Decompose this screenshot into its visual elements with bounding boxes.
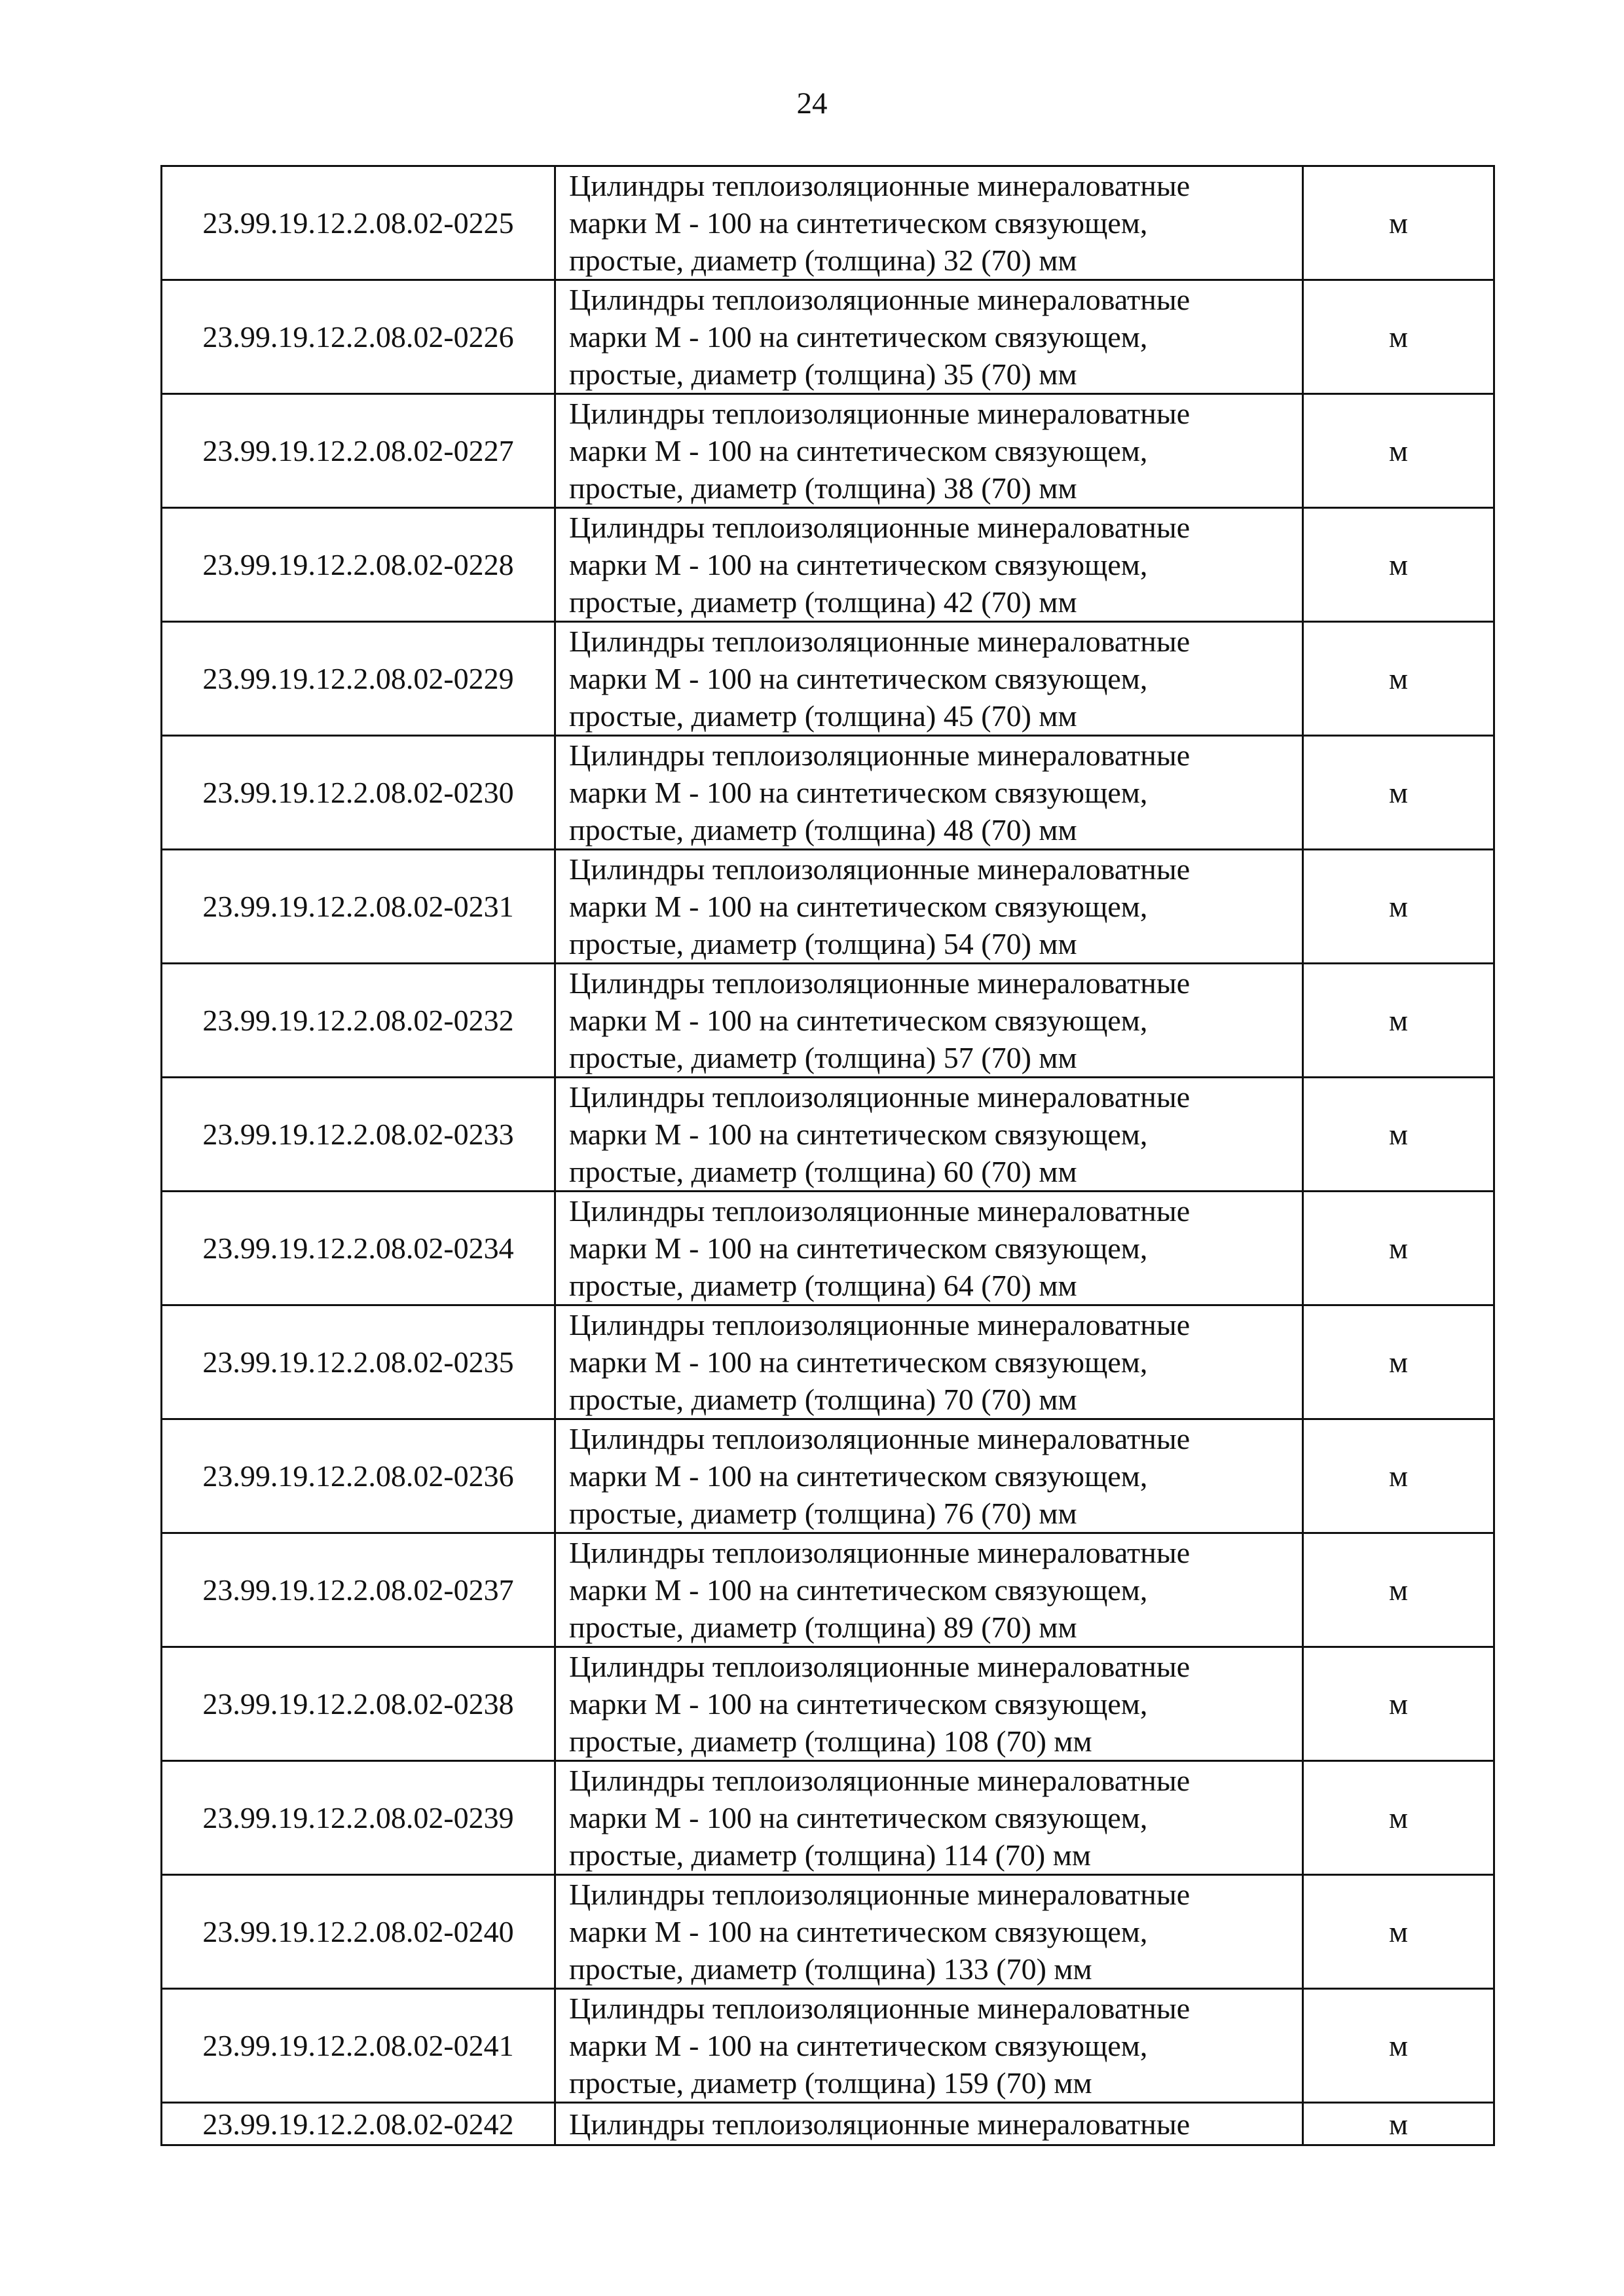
description-line: простые, диаметр (толщина) 70 (70) мм	[569, 1383, 1077, 1416]
table-row	[162, 1305, 1494, 1419]
resource-code: 23.99.19.12.2.08.02-0239	[162, 1761, 555, 1875]
resource-code: 23.99.19.12.2.08.02-0229	[162, 622, 555, 736]
resource-description	[555, 1533, 1303, 1647]
table-row	[162, 964, 1494, 1078]
resource-description	[555, 394, 1303, 508]
table-row	[162, 1078, 1494, 1192]
description-line: простые, диаметр (толщина) 54 (70) мм	[569, 927, 1077, 960]
table-row	[162, 1533, 1494, 1647]
unit-of-measure: м	[1303, 1305, 1494, 1419]
table-row	[162, 736, 1494, 850]
resource-description	[555, 1875, 1303, 1989]
description-line: простые, диаметр (толщина) 57 (70) мм	[569, 1041, 1077, 1074]
unit-of-measure: м	[1303, 736, 1494, 850]
resource-description	[555, 1989, 1303, 2103]
description-line: марки М - 100 на синтетическом связующем,	[569, 1801, 1148, 1834]
unit-of-measure: м	[1303, 1078, 1494, 1192]
table-row	[162, 1875, 1494, 1989]
resource-code: 23.99.19.12.2.08.02-0231	[162, 850, 555, 964]
resource-code: 23.99.19.12.2.08.02-0227	[162, 394, 555, 508]
description-line: Цилиндры теплоизоляционные минераловатные	[569, 1764, 1190, 1797]
resource-description	[555, 964, 1303, 1078]
resource-code: 23.99.19.12.2.08.02-0232	[162, 964, 555, 1078]
description-line: простые, диаметр (толщина) 35 (70) мм	[569, 357, 1077, 391]
table-row	[162, 622, 1494, 736]
classifier-table	[160, 165, 1495, 2146]
resource-code: 23.99.19.12.2.08.02-0237	[162, 1533, 555, 1647]
description-line: марки М - 100 на синтетическом связующем,	[569, 776, 1148, 809]
resource-description	[555, 736, 1303, 850]
description-line: простые, диаметр (толщина) 48 (70) мм	[569, 813, 1077, 847]
resource-description	[555, 166, 1303, 280]
resource-description	[555, 1192, 1303, 1305]
resource-description	[555, 622, 1303, 736]
description-line: простые, диаметр (толщина) 60 (70) мм	[569, 1155, 1077, 1188]
description-line: Цилиндры теплоизоляционные минераловатные	[569, 852, 1190, 886]
description-line: простые, диаметр (толщина) 89 (70) мм	[569, 1611, 1077, 1644]
resource-description	[555, 850, 1303, 964]
description-line: марки М - 100 на синтетическом связующем,	[569, 1004, 1148, 1037]
unit-of-measure: м	[1303, 964, 1494, 1078]
resource-code: 23.99.19.12.2.08.02-0234	[162, 1192, 555, 1305]
description-line: марки М - 100 на синтетическом связующем,	[569, 1231, 1148, 1265]
resource-code: 23.99.19.12.2.08.02-0226	[162, 280, 555, 394]
table-row	[162, 1192, 1494, 1305]
description-line: простые, диаметр (толщина) 32 (70) мм	[569, 244, 1077, 277]
description-line: марки М - 100 на синтетическом связующем,	[569, 1687, 1148, 1721]
description-line: Цилиндры теплоизоляционные минераловатные	[569, 1080, 1190, 1114]
unit-of-measure: м	[1303, 1533, 1494, 1647]
description-line: марки М - 100 на синтетическом связующем,	[569, 206, 1148, 240]
table-body	[162, 166, 1494, 2145]
resource-code: 23.99.19.12.2.08.02-0238	[162, 1647, 555, 1761]
resource-description	[555, 1647, 1303, 1761]
description-line: простые, диаметр (толщина) 45 (70) мм	[569, 699, 1077, 733]
description-line: Цилиндры теплоизоляционные минераловатные	[569, 966, 1190, 1000]
description-line: Цилиндры теплоизоляционные минераловатные	[569, 511, 1190, 544]
resource-code: 23.99.19.12.2.08.02-0230	[162, 736, 555, 850]
resource-code: 23.99.19.12.2.08.02-0235	[162, 1305, 555, 1419]
description-line: марки М - 100 на синтетическом связующем,	[569, 434, 1148, 467]
resource-description	[555, 508, 1303, 622]
description-line: Цилиндры теплоизоляционные минераловатные	[569, 1194, 1190, 1228]
table-row	[162, 280, 1494, 394]
unit-of-measure: м	[1303, 394, 1494, 508]
resource-description	[555, 1305, 1303, 1419]
resource-description	[555, 1761, 1303, 1875]
description-line: Цилиндры теплоизоляционные минераловатные	[569, 1422, 1190, 1455]
description-line: Цилиндры теплоизоляционные минераловатные	[569, 1650, 1190, 1683]
table-row	[162, 508, 1494, 622]
unit-of-measure: м	[1303, 1419, 1494, 1533]
resource-code: 23.99.19.12.2.08.02-0241	[162, 1989, 555, 2103]
description-line: простые, диаметр (толщина) 76 (70) мм	[569, 1497, 1077, 1530]
description-line: простые, диаметр (толщина) 38 (70) мм	[569, 471, 1077, 505]
page-number: 24	[796, 86, 828, 120]
description-line: Цилиндры теплоизоляционные минераловатные	[569, 1878, 1190, 1911]
description-line: марки М - 100 на синтетическом связующем,	[569, 1915, 1148, 1948]
description-line: марки М - 100 на синтетическом связующем,	[569, 662, 1148, 695]
description-line: простые, диаметр (толщина) 42 (70) мм	[569, 585, 1077, 619]
description-line: Цилиндры теплоизоляционные минераловатные	[569, 1992, 1190, 2025]
description-line: марки М - 100 на синтетическом связующем,	[569, 548, 1148, 581]
unit-of-measure: м	[1303, 1761, 1494, 1875]
description-line: марки М - 100 на синтетическом связующем,	[569, 320, 1148, 354]
description-line: марки М - 100 на синтетическом связующем,	[569, 1459, 1148, 1493]
table-row	[162, 1647, 1494, 1761]
table-row	[162, 394, 1494, 508]
unit-of-measure: м	[1303, 2103, 1494, 2145]
description-line: Цилиндры теплоизоляционные минераловатные	[569, 2107, 1190, 2141]
description-line: марки М - 100 на синтетическом связующем,	[569, 2029, 1148, 2062]
resource-description	[555, 1419, 1303, 1533]
description-line: простые, диаметр (толщина) 133 (70) мм	[569, 1952, 1092, 1986]
description-line: марки М - 100 на синтетическом связующем,	[569, 890, 1148, 923]
table-row	[162, 2103, 1494, 2145]
table-row	[162, 1761, 1494, 1875]
description-line: марки М - 100 на синтетическом связующем,	[569, 1118, 1148, 1151]
description-line: Цилиндры теплоизоляционные минераловатные	[569, 1308, 1190, 1341]
unit-of-measure: м	[1303, 280, 1494, 394]
table-row	[162, 166, 1494, 280]
unit-of-measure: м	[1303, 166, 1494, 280]
description-line: марки М - 100 на синтетическом связующем,	[569, 1345, 1148, 1379]
unit-of-measure: м	[1303, 1875, 1494, 1989]
description-line: Цилиндры теплоизоляционные минераловатные	[569, 397, 1190, 430]
resource-description	[555, 1078, 1303, 1192]
resource-code: 23.99.19.12.2.08.02-0225	[162, 166, 555, 280]
description-line: Цилиндры теплоизоляционные минераловатные	[569, 283, 1190, 316]
resource-description	[555, 280, 1303, 394]
description-line: Цилиндры теплоизоляционные минераловатные	[569, 625, 1190, 658]
resource-code: 23.99.19.12.2.08.02-0228	[162, 508, 555, 622]
description-line: Цилиндры теплоизоляционные минераловатные	[569, 169, 1190, 202]
table-row	[162, 850, 1494, 964]
description-line: простые, диаметр (толщина) 159 (70) мм	[569, 2066, 1092, 2100]
resource-code: 23.99.19.12.2.08.02-0233	[162, 1078, 555, 1192]
unit-of-measure: м	[1303, 1989, 1494, 2103]
unit-of-measure: м	[1303, 1647, 1494, 1761]
resource-code: 23.99.19.12.2.08.02-0242	[162, 2103, 555, 2145]
table-row	[162, 1419, 1494, 1533]
resource-description	[555, 2103, 1303, 2145]
unit-of-measure: м	[1303, 1192, 1494, 1305]
table-row	[162, 1989, 1494, 2103]
unit-of-measure: м	[1303, 508, 1494, 622]
resource-code: 23.99.19.12.2.08.02-0236	[162, 1419, 555, 1533]
description-line: марки М - 100 на синтетическом связующем,	[569, 1573, 1148, 1607]
unit-of-measure: м	[1303, 622, 1494, 736]
description-line: простые, диаметр (толщина) 64 (70) мм	[569, 1269, 1077, 1302]
resource-code: 23.99.19.12.2.08.02-0240	[162, 1875, 555, 1989]
description-line: простые, диаметр (толщина) 108 (70) мм	[569, 1724, 1092, 1758]
description-line: Цилиндры теплоизоляционные минераловатные	[569, 1536, 1190, 1569]
unit-of-measure: м	[1303, 850, 1494, 964]
description-line: простые, диаметр (толщина) 114 (70) мм	[569, 1838, 1091, 1872]
description-line: Цилиндры теплоизоляционные минераловатные	[569, 738, 1190, 772]
